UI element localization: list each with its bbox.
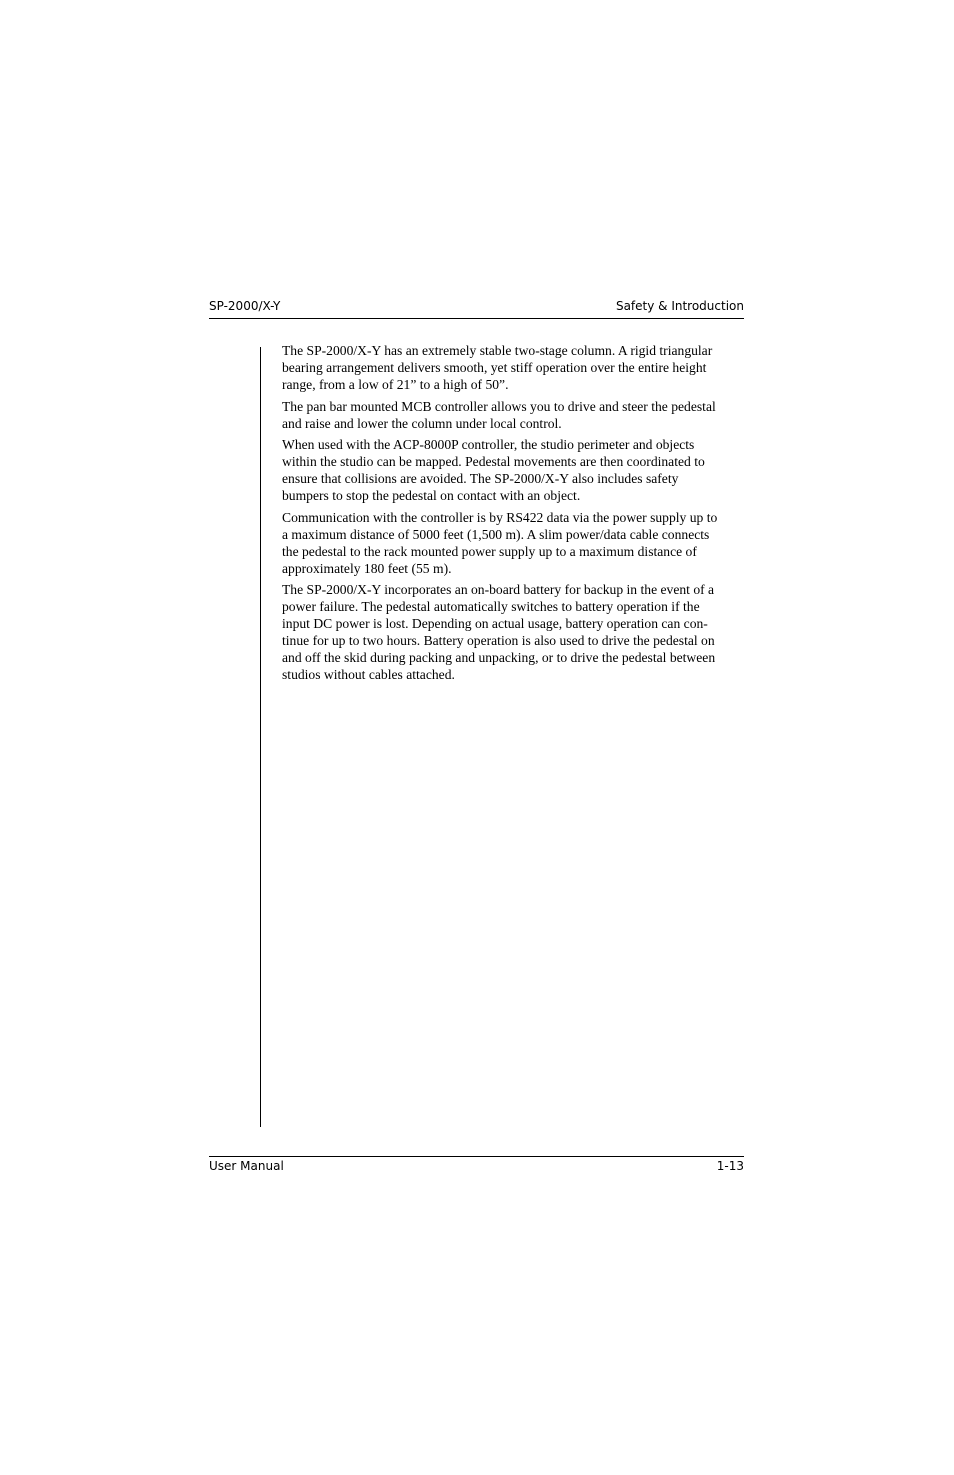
paragraph-column: The SP-2000/X-Y has an extremely stable two-stage column. A rigid triangular bearing arrangement delivers smooth, yet stiff operation over the entire height range, from a low of 21” to a high of 50”. [282,343,713,392]
paragraph-communication: Communication with the controller is by RS422 data via the power supply up to a maximum distance of 5000 feet (1,500 m). A slim power/data cable connects the pedestal to the rack mounted power supply up to a maximum distance of approximately 180 feet (55 m). [282,509,718,576]
body-text [282,342,744,688]
paragraph-acp-controller: When used with the ACP-8000P controller, the studio perimeter and objects within the studio can be mapped. Pedestal movements are then coordinated to ensure that collisions are avoided. The SP-2000/X-Y also includes safety bumpers to stop the pedestal on contact with an object. [282,437,705,503]
page-number: 1-13 [716,1159,744,1173]
page-header [209,298,744,319]
header-product-name: SP-2000/X-Y [209,299,281,313]
header-section-title: Safety & Introduction [615,299,744,313]
paragraph-battery: The SP-2000/X-Y incorporates an on-board battery for backup in the event of a power failure. The pedestal automatically switches to battery operation if the input DC power is lost. Depending on actual usage, battery operation can con- tinue for up to two hours. Battery operation is also used to drive the pedestal on and off the skid during packing and unpacking, or to drive the pedestal between studios without cables attached. [282,582,716,682]
change-bar [260,347,261,1127]
footer-document-title: User Manual [209,1159,284,1173]
paragraph-mcb-controller: The pan bar mounted MCB controller allows you to drive and steer the pedestal and raise and lower the column under local control. [282,398,716,431]
page-footer [209,1156,744,1177]
